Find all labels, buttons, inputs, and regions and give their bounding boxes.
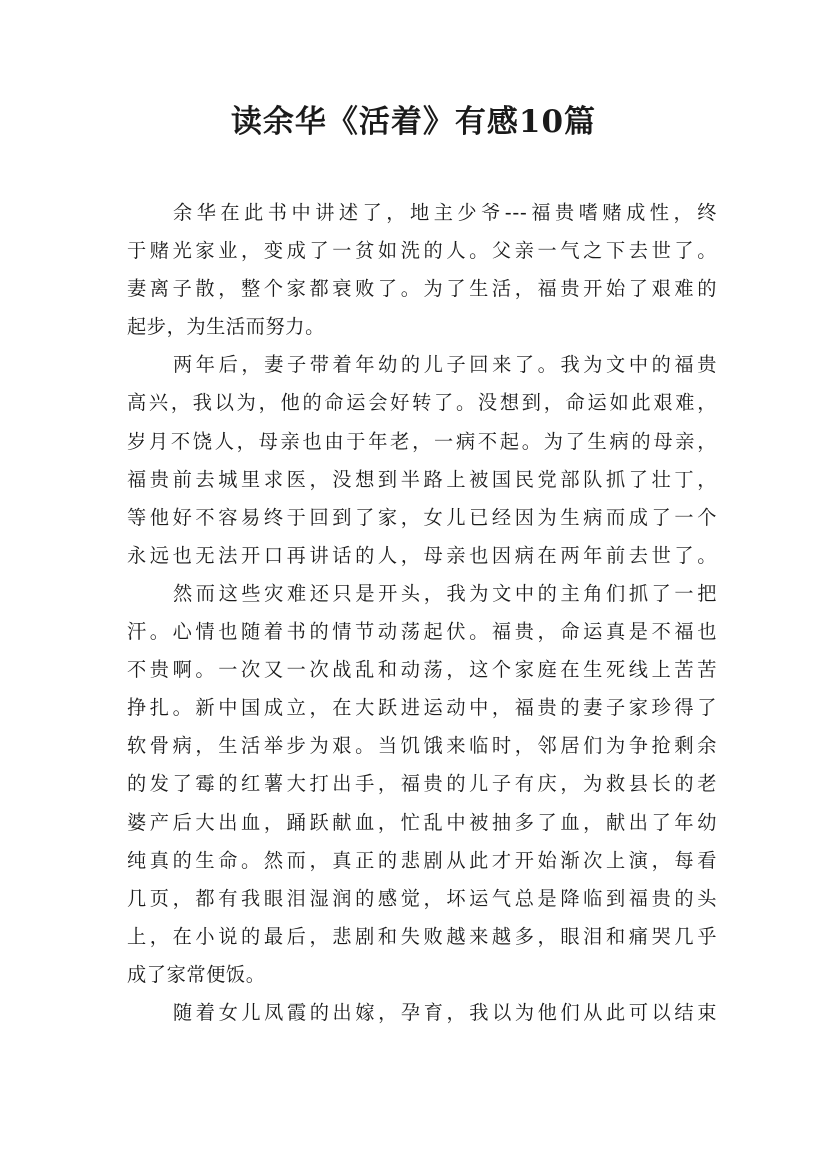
paragraph-line: 挣扎。新中国成立，在大跃进运动中，福贵的妻子家珍得了 [127, 696, 717, 720]
document-body [127, 194, 717, 1032]
paragraph-line: 然而这些灾难还只是开头，我为文中的主角们抓了一把 [173, 581, 717, 605]
paragraph-line: 成了家常便饭。 [127, 962, 266, 986]
paragraph-line: 几页，都有我眼泪湿润的感觉，坏运气总是降临到福贵的头 [127, 886, 717, 910]
paragraph-line: 随着女儿凤霞的出嫁，孕育，我以为他们从此可以结束 [173, 1000, 717, 1024]
paragraph-line: 福贵前去城里求医，没想到半路上被国民党部队抓了壮丁， [127, 467, 717, 491]
paragraph-line: 软骨病，生活举步为艰。当饥饿来临时，邻居们为争抢剩余 [127, 734, 717, 758]
paragraph-line: 永远也无法开口再讲话的人，母亲也因病在两年前去世了。 [127, 543, 717, 567]
paragraph-line: 汗。心情也随着书的情节动荡起伏。福贵，命运真是不福也 [127, 620, 717, 644]
paragraph-line: 上，在小说的最后，悲剧和失败越来越多，眼泪和痛哭几乎 [127, 924, 717, 948]
paragraph-line: 起步，为生活而努力。 [127, 315, 325, 339]
document-title: 读余华《活着》有感10篇 [230, 104, 597, 140]
paragraph-line: 于赌光家业，变成了一贫如洗的人。父亲一气之下去世了。 [127, 239, 717, 263]
paragraph-line: 妻离子散，整个家都衰败了。为了生活，福贵开始了艰难的 [127, 277, 717, 301]
paragraph-line: 等他好不容易终于回到了家，女儿已经因为生病而成了一个 [127, 505, 717, 529]
paragraph-line: 岁月不饶人，母亲也由于年老，一病不起。为了生病的母亲， [127, 429, 717, 453]
paragraph-line: 两年后，妻子带着年幼的儿子回来了。我为文中的福贵 [173, 353, 717, 377]
paragraph-line: 的发了霉的红薯大打出手，福贵的儿子有庆，为救县长的老 [127, 772, 717, 796]
paragraph-line: 余华在此书中讲述了，地主少爷---福贵嗜赌成性，终 [173, 201, 717, 224]
paragraph-line: 不贵啊。一次又一次战乱和动荡，这个家庭在生死线上苦苦 [127, 658, 717, 682]
paragraph-line: 纯真的生命。然而，真正的悲剧从此才开始渐次上演，每看 [127, 848, 717, 872]
paragraph-line: 婆产后大出血，踊跃献血，忙乱中被抽多了血，献出了年幼 [127, 810, 717, 834]
paragraph-line: 高兴，我以为，他的命运会好转了。没想到，命运如此艰难， [127, 391, 717, 415]
